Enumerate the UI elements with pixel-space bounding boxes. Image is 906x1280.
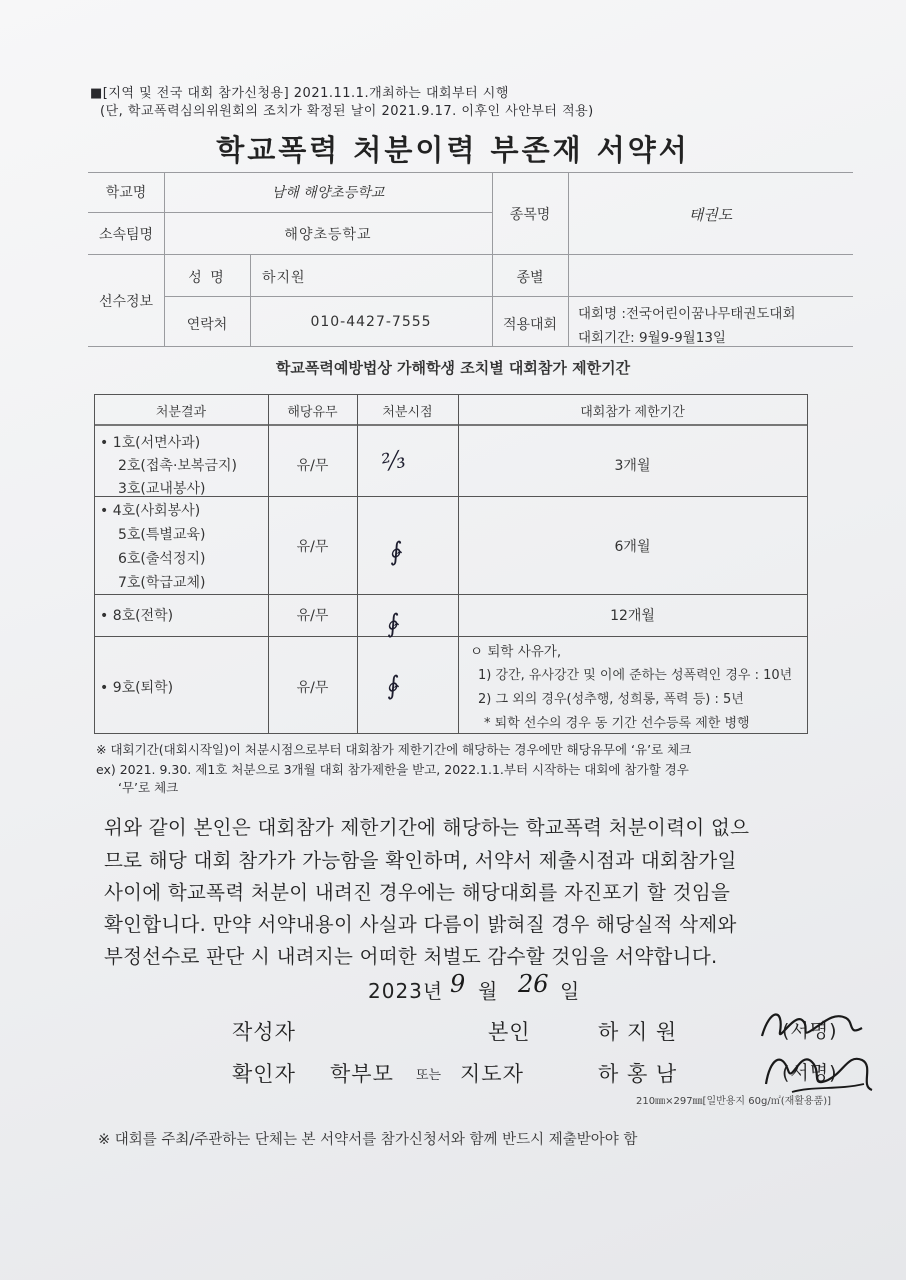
sport-label: 종목명 — [509, 207, 551, 223]
row2-item-4: 7호(학급교체) — [118, 575, 206, 591]
date-year: 2023년 — [368, 979, 444, 1003]
row4-handwritten-mark: ∳ — [382, 671, 401, 701]
confirmer-sign-label: (서명) — [782, 1062, 838, 1084]
confirmer-name: 하 홍 남 — [598, 1062, 678, 1086]
pledge-line-5: 부정선수로 판단 시 내려지는 어떠한 처벌도 감수할 것임을 서약합니다. — [104, 945, 718, 968]
pledge-line-2: 므로 해당 대회 참가가 가능함을 확인하며, 서약서 제출시점과 대회참가일 — [104, 849, 737, 872]
event-name: 대회명 :전국어린이꿈나무태권도대회 — [578, 306, 796, 322]
confirmer-label: 확인자 — [232, 1062, 296, 1086]
row2-item-1: • 4호(사회봉사) — [100, 503, 201, 519]
writer-name: 하 지 원 — [598, 1020, 678, 1044]
table-note-2: ex) 2021. 9.30. 제1호 처분으로 3개월 대회 참가제한을 받고, 2022.1.1.부터 시작하는 대회에 참가할 경우 — [96, 762, 689, 777]
row2-item-3: 6호(출석정지) — [118, 551, 206, 567]
row3-handwritten-mark: ∳ — [382, 609, 401, 639]
row1-period: 3개월 — [614, 458, 651, 474]
notice-line-1: ■[지역 및 전국 대회 참가신청용] 2021.11.1.개최하는 대회부터 시행 — [90, 86, 509, 101]
row2-period: 6개월 — [614, 539, 651, 555]
writer-sign-label: (서명) — [782, 1020, 838, 1042]
row4-yesno: 유/무 — [296, 680, 329, 696]
writer-label: 작성자 — [232, 1020, 296, 1044]
row2-yesno: 유/무 — [296, 539, 329, 555]
row3-period: 12개월 — [610, 608, 655, 624]
notice-line-2: (단, 학교폭력심의위원회의 조치가 확정된 날이 2021.9.17. 이후인 사안부터 적용) — [100, 104, 594, 119]
phone-label: 연락처 — [186, 317, 228, 333]
date-day: 26 — [518, 970, 549, 998]
row4-item-1: • 9호(퇴학) — [100, 680, 174, 696]
row3-item-1: • 8호(전학) — [100, 608, 174, 624]
event-period: 대회기간: 9월9-9월13일 — [578, 330, 726, 346]
row4-period-line-4: * 퇴학 선수의 경우 동 기간 선수등록 제한 병행 — [484, 716, 750, 731]
col-header-result: 처분결과 — [155, 405, 207, 420]
confirmer-signature-scribble — [752, 1040, 882, 1100]
gender-label: 종별 — [516, 270, 544, 286]
school-label: 학교명 — [105, 185, 147, 201]
team-value: 해양초등학교 — [284, 227, 372, 243]
player-info-label: 선수정보 — [98, 294, 154, 310]
row4-period-line-3: 2) 그 외의 경우(성추행, 성희롱, 폭력 등) : 5년 — [478, 692, 744, 707]
self-label: 본인 — [488, 1020, 531, 1044]
col-header-applicable: 해당유무 — [287, 405, 338, 420]
row2-handwritten-mark: ∳ — [385, 537, 404, 567]
row4-period-line-2: 1) 강간, 유사강간 및 이에 준하는 성폭력인 경우 : 10년 — [478, 668, 793, 683]
coach-label: 지도자 — [460, 1062, 524, 1086]
table-note-3: ‘무’로 체크 — [118, 780, 179, 795]
col-header-period: 대회참가 제한기간 — [580, 405, 685, 420]
pledge-line-4: 확인합니다. 만약 서약내용이 사실과 다름이 밝혀질 경우 해당실적 삭제와 — [104, 913, 737, 936]
sport-value: 태권도 — [688, 206, 733, 224]
row1-handwritten-mark: ⅔ — [379, 444, 408, 478]
row1-yesno: 유/무 — [296, 458, 329, 474]
date-month: 9 — [450, 970, 466, 998]
row1-item-1: • 1호(서면사과) — [100, 435, 201, 451]
phone-value: 010-4427-7555 — [310, 314, 432, 330]
name-value: 하지원 — [262, 270, 306, 286]
col-header-time: 처분시점 — [382, 405, 433, 420]
or-label: 또는 — [416, 1068, 442, 1083]
event-label: 적용대회 — [502, 317, 558, 333]
pledge-line-1: 위와 같이 본인은 대회참가 제한기간에 해당하는 학교폭력 처분이력이 없으 — [104, 816, 750, 839]
footer-note: ※ 대회를 주최/주관하는 단체는 본 서약서를 참가신청서와 함께 반드시 제출받아야 함 — [98, 1132, 638, 1148]
row3-yesno: 유/무 — [296, 608, 329, 624]
date-day-label: 일 — [560, 979, 581, 1003]
team-label: 소속팀명 — [98, 227, 154, 243]
document-title: 학교폭력 처분이력 부존재 서약서 — [216, 133, 690, 167]
restriction-heading: 학교폭력예방법상 가해학생 조치별 대회참가 제한기간 — [275, 359, 631, 377]
row2-item-2: 5호(특별교육) — [118, 527, 206, 543]
row1-item-2: 2호(접촉·보복금지) — [118, 458, 237, 474]
row1-item-3: 3호(교내봉사) — [118, 481, 206, 497]
name-label: 성 명 — [188, 270, 226, 286]
row4-period-line-1: ㅇ 퇴학 사유가, — [470, 644, 562, 660]
parent-label: 학부모 — [330, 1062, 394, 1086]
school-value: 남해 해양초등학교 — [271, 185, 385, 201]
pledge-line-3: 사이에 학교폭력 처분이 내려진 경우에는 해당대회를 자진포기 할 것임을 — [104, 881, 731, 904]
table-note-1: ※ 대회기간(대회시작일)이 처분시점으로부터 대회참가 제한기간에 해당하는 경우에만 해당유무에 ‘유’로 체크 — [96, 742, 692, 757]
date-month-label: 월 — [478, 979, 499, 1003]
paper-spec: 210㎜×297㎜[일반용지 60g/㎡(재활용품)] — [636, 1096, 832, 1107]
